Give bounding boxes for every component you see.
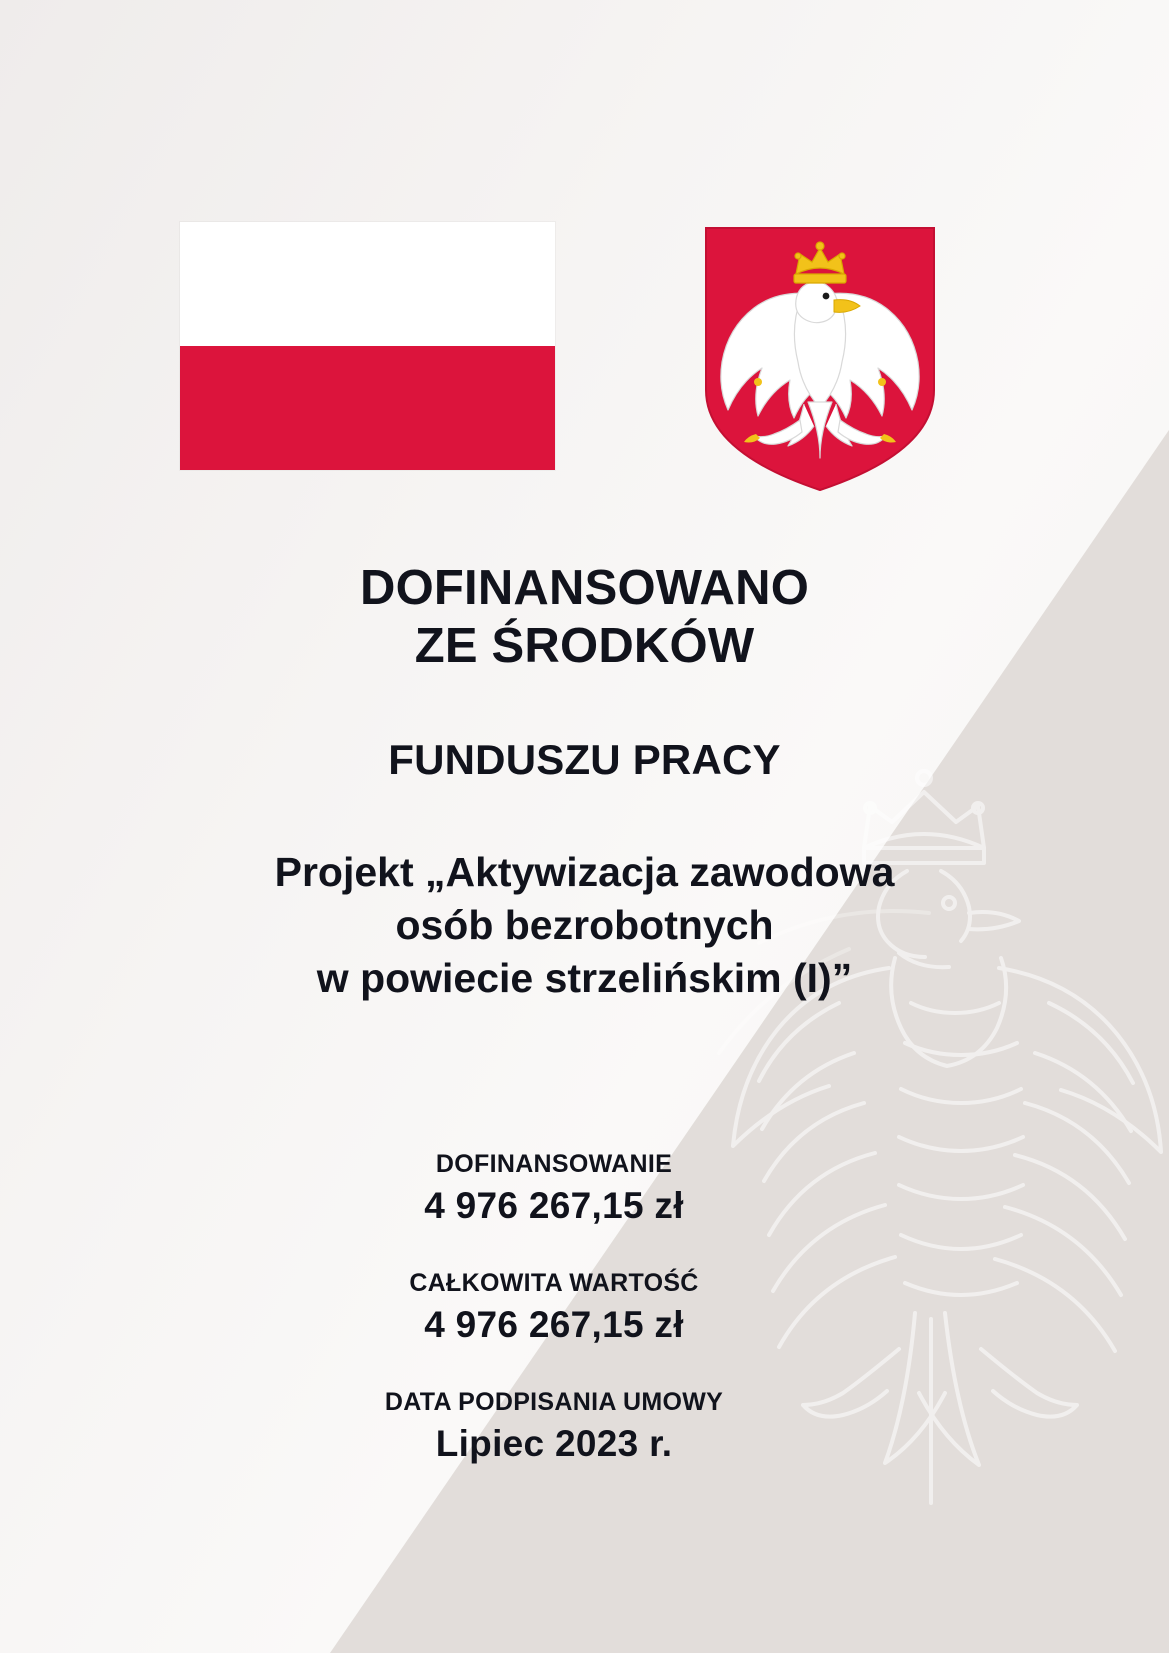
figure-label: DATA PODPISANIA UMOWY <box>384 1388 724 1416</box>
figure-label: CAŁKOWITA WARTOŚĆ <box>409 1269 699 1297</box>
project-line-2: osób bezrobotnych <box>395 901 774 948</box>
godlo-polski-icon <box>700 222 940 497</box>
fund-name: FUNDUSZU PRACY <box>388 735 781 783</box>
heading-line-1: DOFINANSOWANO <box>359 561 810 615</box>
figure-calkowita-wartosc <box>0 1269 1108 1346</box>
project-line-1: Projekt „Aktywizacja zawodowa <box>274 848 895 895</box>
figure-value: 4 976 267,15 zł <box>424 1304 684 1345</box>
flag-white-stripe <box>180 222 555 346</box>
flag-red-stripe <box>180 346 555 470</box>
page-title <box>0 560 1169 676</box>
flaga-polski-icon <box>180 222 555 470</box>
figure-value: 4 976 267,15 zł <box>424 1185 684 1226</box>
project-line-3: w powiecie strzelińskim (I)” <box>316 955 853 1002</box>
figure-value: Lipiec 2023 r. <box>435 1423 673 1464</box>
figure-dofinansowanie <box>0 1150 1108 1227</box>
heading-line-2: ZE ŚRODKÓW <box>414 618 755 673</box>
figure-data-podpisania-umowy <box>0 1388 1108 1465</box>
poster-text-block <box>0 560 1169 1006</box>
figure-label: DOFINANSOWANIE <box>435 1150 673 1178</box>
emblem-row <box>0 222 1169 492</box>
figures-block <box>0 1150 1108 1465</box>
project-title <box>0 846 1169 1006</box>
